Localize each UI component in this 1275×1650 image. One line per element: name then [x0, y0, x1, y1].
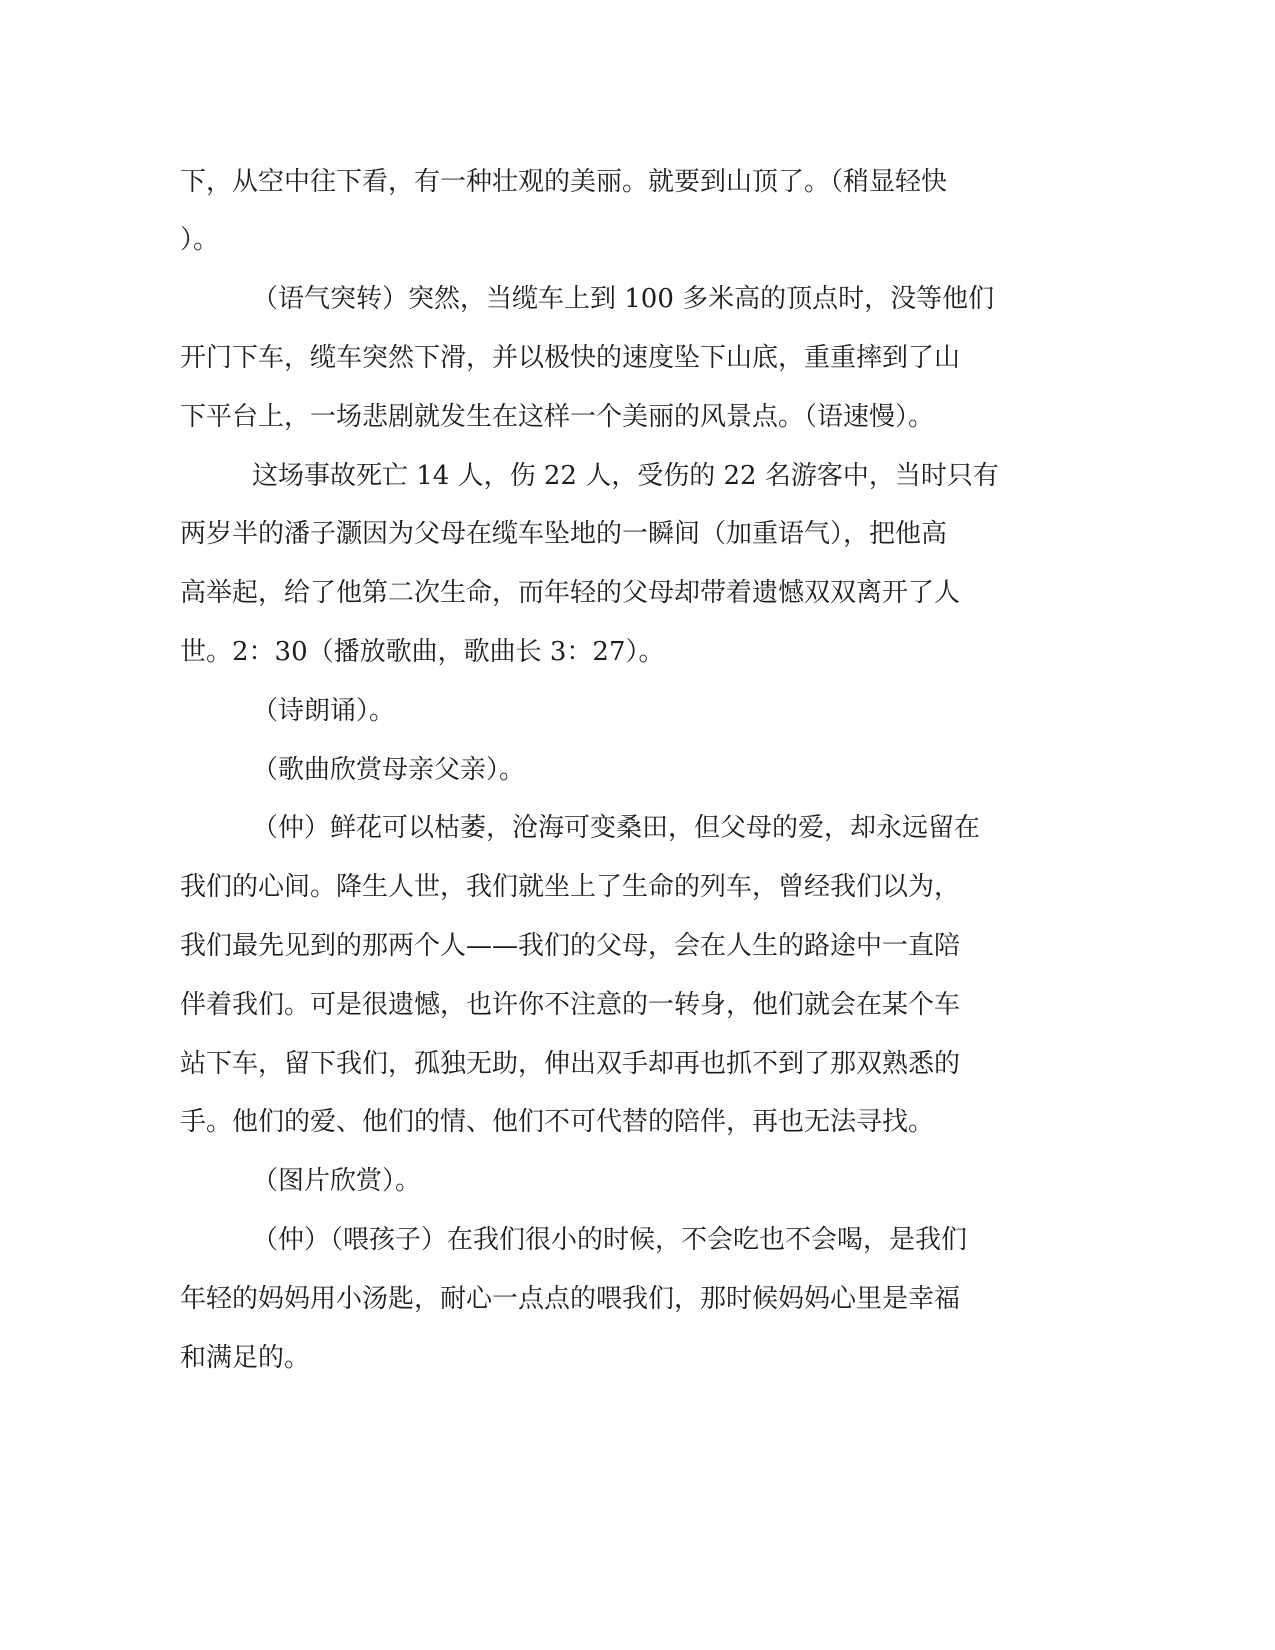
text-line: （图片欣赏）。	[252, 1166, 422, 1196]
text-line: 这场事故死亡 14 人，伤 22 人，受伤的 22 名游客中，当时只有	[252, 461, 999, 491]
text-line: 高举起，给了他第二次生命，而年轻的父母却带着遗憾双双离开了人	[180, 578, 961, 608]
text-line: （歌曲欣赏母亲父亲）。	[252, 755, 526, 785]
text-line: 我们的心间。降生人世，我们就坐上了生命的列车，曾经我们以为，	[180, 872, 961, 902]
text-line: ）。	[180, 225, 220, 255]
text-line: 伴着我们。可是很遗憾，也许你不注意的一转身，他们就会在某个车	[180, 990, 961, 1020]
text-line: 我们最先见到的那两个人——我们的父母，会在人生的路途中一直陪	[180, 931, 961, 961]
text-line: （仲）（喂孩子）在我们很小的时候，不会吃也不会喝，是我们	[252, 1225, 968, 1255]
text-line: （诗朗诵）。	[252, 696, 396, 726]
text-line: 开门下车，缆车突然下滑，并以极快的速度坠下山底，重重摔到了山	[180, 343, 961, 373]
text-line: 世。2：30（播放歌曲，歌曲长 3：27）。	[180, 637, 665, 667]
text-line: （仲）鲜花可以枯萎，沧海可变桑田，但父母的爱，却永远留在	[252, 813, 981, 843]
text-line: 年轻的妈妈用小汤匙，耐心一点点的喂我们，那时候妈妈心里是幸福	[180, 1284, 961, 1314]
text-line: 站下车，留下我们，孤独无助，伸出双手却再也抓不到了那双熟悉的	[180, 1049, 961, 1079]
text-line: 下，从空中往下看，有一种壮观的美丽。就要到山顶了。（稍显轻快	[180, 167, 948, 197]
text-line: 和满足的。	[180, 1343, 311, 1373]
text-line: （语气突转）突然，当缆车上到 100 多米高的顶点时，没等他们	[252, 284, 995, 314]
text-line: 下平台上，一场悲剧就发生在这样一个美丽的风景点。（语速慢）。	[180, 402, 935, 432]
text-line: 手。他们的爱、他们的情、他们不可代替的陪伴，再也无法寻找。	[180, 1107, 935, 1137]
text-line: 两岁半的潘子灏因为父母在缆车坠地的一瞬间（加重语气），把他高	[180, 519, 948, 549]
